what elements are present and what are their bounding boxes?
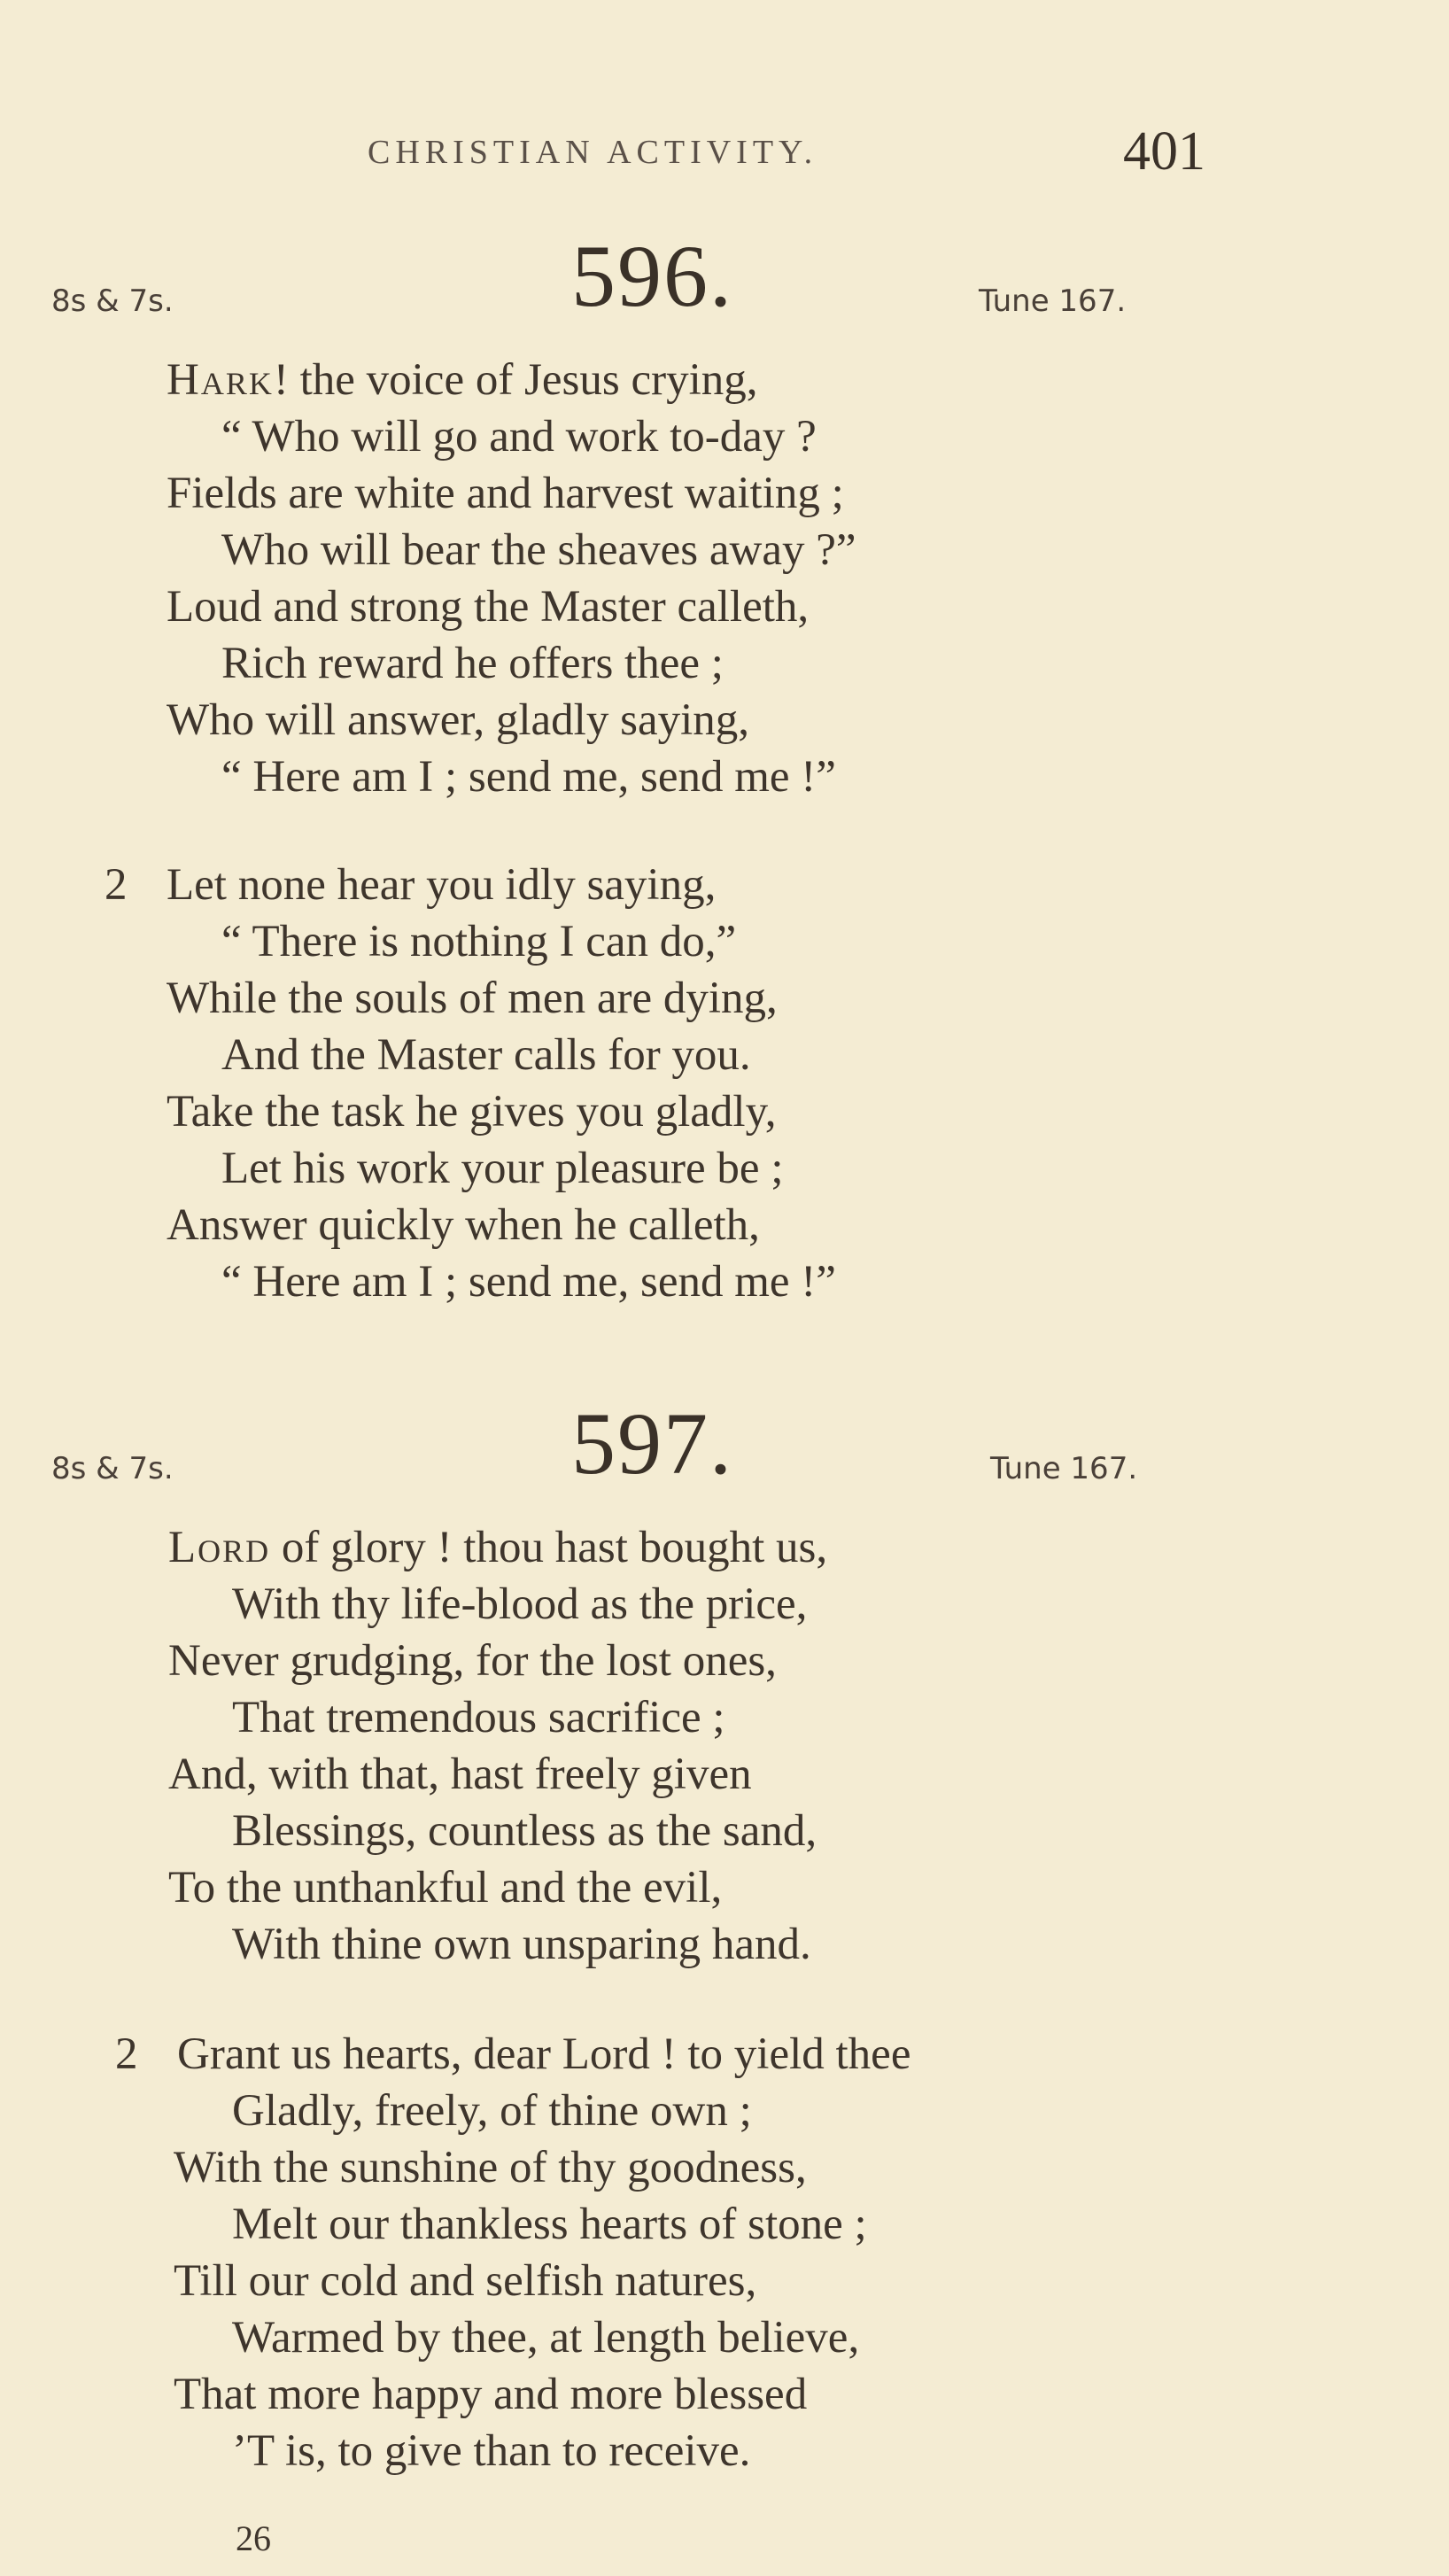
stanza-line	[167, 354, 758, 406]
hymn-596-header	[0, 227, 1449, 338]
stanza-line: While the souls of men are dying,	[167, 974, 778, 1023]
stanza-line: “ Who will go and work to-day ?	[221, 412, 817, 462]
first-word: Hark	[167, 355, 274, 405]
stanza-line: Take the task he gives you gladly,	[167, 1087, 777, 1137]
first-line-rest: of glory ! thou hast bought us,	[270, 1523, 828, 1572]
stanza-number: 2	[115, 2029, 138, 2079]
hymn-meter: 8s & 7s.	[51, 283, 174, 319]
page-number: 401	[1123, 121, 1205, 182]
stanza-line: Answer quickly when he calleth,	[167, 1200, 760, 1250]
stanza-line: Melt our thankless hearts of stone ;	[232, 2200, 867, 2249]
hymn-number: 597.	[571, 1394, 733, 1493]
hymn-tune: Tune 167.	[979, 283, 1127, 319]
stanza-line: Blessings, countless as the sand,	[232, 1806, 817, 1856]
stanza-line: Who will answer, gladly saying,	[167, 695, 749, 745]
stanza-line: ’T is, to give than to receive.	[232, 2426, 751, 2476]
stanza-line: Till our cold and selfish natures,	[174, 2256, 757, 2306]
signature-mark: 26	[236, 2518, 271, 2558]
stanza-line: Gladly, freely, of thine own ;	[232, 2086, 752, 2136]
stanza-line: Let his work your pleasure be ;	[221, 1144, 784, 1193]
stanza-line: Warmed by thee, at length believe,	[232, 2313, 860, 2363]
stanza-line: Never grudging, for the lost ones,	[168, 1636, 777, 1686]
hymn-number: 596.	[571, 227, 733, 325]
hymn-tune: Tune 167.	[990, 1451, 1138, 1486]
stanza-line: Fields are white and harvest waiting ;	[167, 469, 844, 518]
stanza-line: With thine own unsparing hand.	[232, 1920, 811, 1969]
stanza-line: With the sunshine of thy goodness,	[174, 2143, 807, 2192]
first-word: Lord	[168, 1523, 271, 1572]
stanza-line	[168, 1522, 827, 1573]
stanza-line: To the unthankful and the evil,	[168, 1863, 723, 1913]
stanza-line: And, with that, hast freely given	[168, 1750, 752, 1799]
stanza-line: Loud and strong the Master calleth,	[167, 582, 810, 632]
hymn-597-header	[0, 1394, 1449, 1506]
stanza-line: That tremendous sacrifice ;	[232, 1693, 725, 1742]
stanza-line: Rich reward he offers thee ;	[221, 639, 724, 688]
hymn-meter: 8s & 7s.	[51, 1451, 174, 1486]
first-line-rest: ! the voice of Jesus crying,	[273, 355, 758, 405]
stanza-line: Grant us hearts, dear Lord ! to yield thee	[177, 2029, 911, 2079]
stanza-line: Who will bear the sheaves away ?”	[221, 525, 856, 575]
stanza-line: “ There is nothing I can do,”	[221, 917, 737, 966]
stanza-line: That more happy and more blessed	[174, 2370, 808, 2419]
stanza-line: And the Master calls for you.	[221, 1030, 751, 1080]
stanza-line: With thy life-blood as the price,	[232, 1579, 808, 1629]
stanza-number: 2	[105, 860, 128, 910]
stanza-line: Let none hear you idly saying,	[167, 860, 717, 910]
running-head: CHRISTIAN ACTIVITY.	[368, 134, 818, 171]
stanza-line: “ Here am I ; send me, send me !”	[221, 1257, 836, 1307]
stanza-line: “ Here am I ; send me, send me !”	[221, 752, 836, 802]
